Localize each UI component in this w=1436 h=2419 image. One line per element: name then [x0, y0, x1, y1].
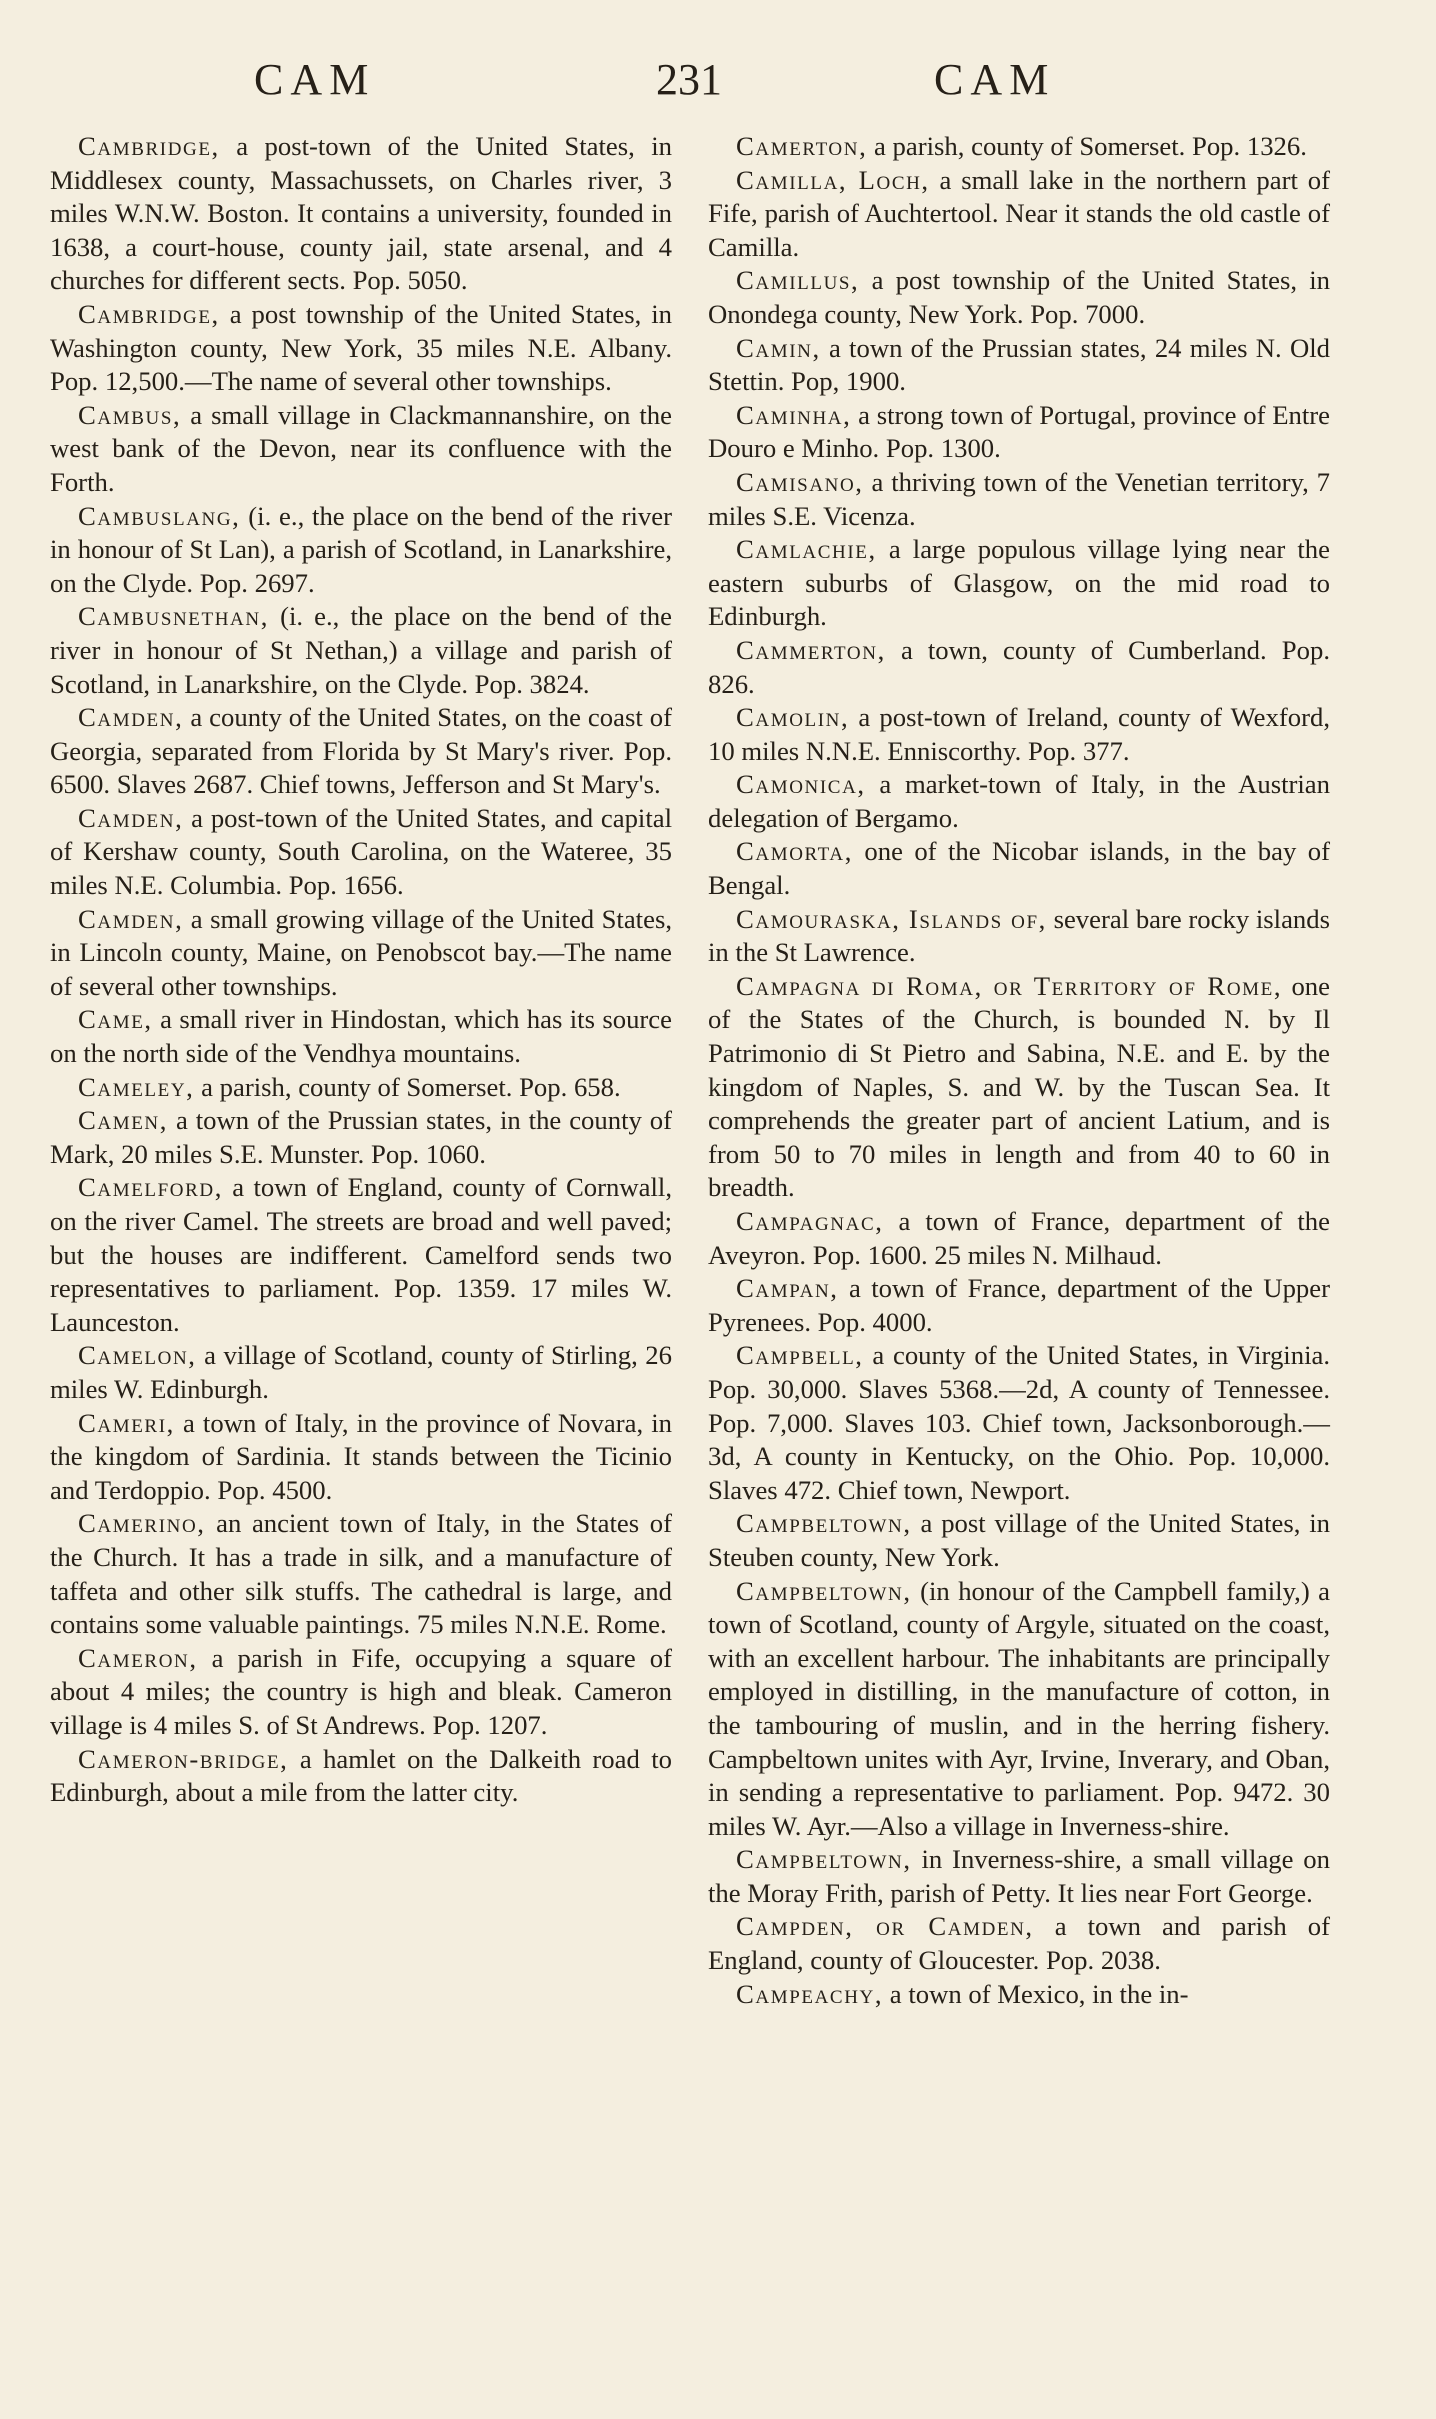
entry-text: a parish, county of Somerset. Pop. 1326. — [867, 131, 1307, 161]
gazetteer-entry — [708, 903, 1330, 970]
gazetteer-entry — [708, 1339, 1330, 1507]
gazetteer-entry — [708, 332, 1330, 399]
entry-headword: Caminha, — [736, 399, 852, 430]
entry-text: one of the Nicobar islands, in the bay of Bengal. — [708, 836, 1330, 901]
entry-headword: Cambusnethan, — [78, 601, 269, 632]
gazetteer-entry — [708, 634, 1330, 701]
gazetteer-entry — [50, 1003, 672, 1070]
entry-headword: Cambridge, — [78, 131, 220, 161]
entry-headword: Campeachy, — [736, 1978, 884, 2009]
gazetteer-entry — [50, 298, 672, 399]
gazetteer-entry — [50, 802, 672, 903]
gazetteer-entry — [50, 1339, 672, 1406]
gazetteer-entry — [50, 1071, 672, 1105]
gazetteer-entry — [708, 264, 1330, 331]
entry-headword: Cambridge, — [78, 298, 220, 329]
entry-text: a town and parish of England, county of Gloucester. Pop. 2038. — [708, 1911, 1330, 1976]
gazetteer-entry — [708, 1843, 1330, 1910]
entry-text: a hamlet on the Dalkeith road to Edinburgh, about a mile from the latter city. — [50, 1743, 672, 1808]
entry-text: one of the States of the Church, is bounded N. by Il Patrimonio di St Pietro and Sabina, N.E. and E. by the kingdom of Naples, S. and W. by the Tuscan Sea. It comprehends the greater part of ancient Latium, and is from 50 to 70 miles in length and from 40 to 60 in breadth. — [708, 970, 1330, 1203]
entry-text: a post-town of Ireland, county of Wexford, 10 miles N.N.E. Enniscorthy. Pop. 377. — [708, 702, 1330, 766]
gazetteer-entry — [708, 164, 1330, 265]
entry-text: a small lake in the northern part of Fife, parish of Auchtertool. Near it stands the old castle of Camilla. — [708, 164, 1330, 262]
entry-headword: Camden, — [78, 903, 184, 934]
gazetteer-entry — [50, 130, 672, 298]
entry-text: a thriving town of the Venetian territory, 7 miles S.E. Vicenza. — [708, 466, 1330, 531]
right-column — [708, 130, 1330, 2011]
gazetteer-entry — [50, 1743, 672, 1810]
entry-text: a town of England, county of Cornwall, on the river Camel. The streets are broad and well paved; but the houses are indifferent. Camelford sends two representatives to parliament. Pop. 1359. 17 miles W. Launceston. — [50, 1172, 672, 1337]
entry-headword: Campagnac, — [736, 1206, 884, 1236]
entry-text: a strong town of Portugal, province of Entre Douro e Minho. Pop. 1300. — [708, 399, 1330, 464]
gazetteer-entry — [708, 1205, 1330, 1272]
entry-headword: Camolin, — [736, 702, 850, 733]
entry-headword: Camorta, — [736, 836, 853, 867]
entry-text: a parish in Fife, occupying a square of about 4 miles; the country is high and bleak. Cameron village is 4 miles S. of St Andrews. Pop. 1207. — [50, 1642, 672, 1740]
entry-text: (i. e., the place on the bend of the river in honour of St Lan), a parish of Scotland, in Lanarkshire, on the Clyde. Pop. 2697. — [50, 500, 672, 598]
entry-headword: Came, — [78, 1004, 153, 1035]
entry-headword: Camlachie, — [736, 534, 877, 565]
entry-text: (i. e., the place on the bend of the river in honour of St Nethan,) a village and parish of Scotland, in Lanarkshire, on the Clyde. Pop. 3824. — [50, 601, 672, 699]
gazetteer-entry — [708, 399, 1330, 466]
gazetteer-entry — [708, 466, 1330, 533]
left-column — [50, 130, 672, 1810]
gazetteer-entry — [708, 768, 1330, 835]
entry-text: a town of the Prussian states, 24 miles N. Old Stettin. Pop, 1900. — [708, 332, 1330, 397]
entry-headword: Camden, — [78, 802, 184, 833]
entry-text: a large populous village lying near the eastern suburbs of Glasgow, on the mid road to Edinburgh. — [708, 534, 1330, 632]
gazetteer-entry — [708, 701, 1330, 768]
page-number: 231 — [656, 55, 722, 104]
gazetteer-entry — [50, 1407, 672, 1508]
entry-text: a town of the Prussian states, in the county of Mark, 20 miles S.E. Munster. Pop. 1060. — [50, 1105, 672, 1169]
gazetteer-entry — [708, 970, 1330, 1205]
gazetteer-entry — [708, 533, 1330, 634]
entry-text: several bare rocky islands in the St Lawrence. — [708, 903, 1330, 968]
entry-text: a county of the United States, in Virginia. Pop. 30,000. Slaves 5368.—2d, A county of Tennessee. Pop. 7,000. Slaves 103. Chief town, Jacksonborough.—3d, A county in Kentucky, on the Ohio. Pop. 10,000. Slaves 472. Chief town, Newport. — [708, 1340, 1330, 1505]
gazetteer-entry — [50, 1171, 672, 1339]
entry-text: a post township of the United States, in Washington county, New York, 35 miles N.E. Albany. Pop. 12,500.—The name of several other townships. — [50, 298, 672, 397]
entry-headword: Campan, — [736, 1273, 839, 1304]
running-head-left: CAM — [254, 55, 376, 104]
entry-headword: Campbeltown, — [736, 1575, 912, 1606]
entry-headword: Cambuslang, — [78, 500, 241, 531]
entry-text: (in honour of the Campbell family,) a town of Scotland, county of Argyle, situated on the coast, with an excellent harbour. The inhabitants are principally employed in distilling, in the manufacture of cotton, in the tambouring of muslin, and in the herring fishery. Campbeltown unites with Ayr, Irvine, Inverary, and Oban, in sending a representative to parliament. Pop. 9472. 30 miles W. Ayr.—Also a village in Inverness-shire. — [708, 1575, 1330, 1841]
entry-headword: Cameri, — [78, 1407, 175, 1438]
entry-headword: Cameron, — [78, 1642, 198, 1673]
gazetteer-entry — [50, 399, 672, 500]
entry-headword: Campden, or Camden, — [736, 1911, 1034, 1942]
entry-text: an ancient town of Italy, in the States of the Church. It has a trade in silk, and a manufacture of taffeta and other silk stuffs. The cathedral is large, and contains some valuable paintings. 75 miles N.N.E. Rome. — [50, 1508, 672, 1640]
gazetteer-entry — [50, 1104, 672, 1171]
entry-headword: Camouraska, Islands of, — [736, 903, 1047, 934]
entry-text: a town of Italy, in the province of Novara, in the kingdom of Sardinia. It stands between the Ticinio and Terdoppio. Pop. 4500. — [50, 1407, 672, 1505]
entry-headword: Cameley, — [78, 1071, 195, 1102]
entry-text: a town of France, department of the Upper Pyrenees. Pop. 4000. — [708, 1273, 1330, 1337]
gazetteer-entry — [708, 1978, 1330, 2012]
entry-headword: Cameron-bridge, — [78, 1743, 289, 1774]
entry-text: a market-town of Italy, in the Austrian delegation of Bergamo. — [708, 769, 1330, 833]
entry-headword: Camonica, — [736, 769, 866, 800]
entry-headword: Camillus, — [736, 265, 860, 296]
entry-headword: Camelford, — [78, 1172, 224, 1203]
entry-text: a county of the United States, on the coast of Georgia, separated from Florida by St Mary's river. Pop. 6500. Slaves 2687. Chief towns, Jefferson and St Mary's. — [50, 702, 672, 800]
gazetteer-entry — [50, 500, 672, 601]
entry-headword: Camden, — [78, 702, 184, 733]
gazetteer-entry — [50, 600, 672, 701]
entry-text: a town of France, department of the Aveyron. Pop. 1600. 25 miles N. Milhaud. — [708, 1206, 1330, 1270]
gazetteer-entry — [708, 130, 1330, 164]
gazetteer-entry — [50, 1507, 672, 1641]
entry-text: a small growing village of the United States, in Lincoln county, Maine, on Penobscot bay.—The name of several other townships. — [50, 903, 672, 1001]
entry-text: a town, county of Cumberland. Pop. 826. — [708, 634, 1330, 699]
entry-headword: Campbeltown, — [736, 1844, 912, 1875]
entry-text: in Inverness-shire, a small village on the Moray Frith, parish of Petty. It lies near Fort George. — [708, 1844, 1330, 1908]
gazetteer-entry — [708, 835, 1330, 902]
entry-headword: Camisano, — [736, 466, 864, 497]
entry-text: a village of Scotland, county of Stirling, 26 miles W. Edinburgh. — [50, 1340, 672, 1404]
entry-headword: Camerton, — [736, 131, 868, 161]
entry-text: a post-town of the United States, in Middlesex county, Massachussets, on Charles river, 3 miles W.N.W. Boston. It contains a university, founded in 1638, a court-house, county jail, state arsenal, and 4 churches for different sects. Pop. 5050. — [50, 131, 672, 296]
entry-text: a post-town of the United States, and capital of Kershaw county, South Carolina, on the Wateree, 35 miles N.E. Columbia. Pop. 1656. — [50, 802, 672, 901]
entry-text: a post village of the United States, in Steuben county, New York. — [708, 1508, 1330, 1572]
gazetteer-entry — [50, 1642, 672, 1743]
entry-text: a parish, county of Somerset. Pop. 658. — [194, 1071, 621, 1102]
entry-headword: Cambus, — [78, 399, 182, 430]
entry-headword: Cammerton, — [736, 634, 886, 665]
entry-headword: Campbeltown, — [736, 1508, 912, 1539]
entry-text: a small village in Clackmannanshire, on the west bank of the Devon, near its confluence with the Forth. — [50, 399, 672, 497]
entry-headword: Camelon, — [78, 1340, 197, 1371]
gazetteer-entry — [708, 1575, 1330, 1844]
gazetteer-entry — [50, 903, 672, 1004]
entry-headword: Camen, — [78, 1105, 169, 1136]
entry-headword: Camerino, — [78, 1508, 206, 1539]
running-head-right: CAM — [934, 55, 1056, 104]
entry-headword: Campagna di Roma, or Territory of Rome, — [736, 970, 1283, 1001]
gazetteer-entry — [50, 701, 672, 802]
entry-headword: Camin, — [736, 332, 821, 363]
entry-text: a town of Mexico, in the in- — [883, 1978, 1189, 2009]
entry-text: a post township of the United States, in Onondega county, New York. Pop. 7000. — [708, 265, 1330, 329]
gazetteer-entry — [708, 1507, 1330, 1574]
gazetteer-entry — [708, 1910, 1330, 1977]
entry-headword: Campbell, — [736, 1340, 864, 1371]
entry-text: a small river in Hindostan, which has its source on the north side of the Vendhya mountains. — [50, 1004, 672, 1069]
entry-headword: Camilla, Loch, — [736, 164, 930, 195]
gazetteer-entry — [708, 1272, 1330, 1339]
